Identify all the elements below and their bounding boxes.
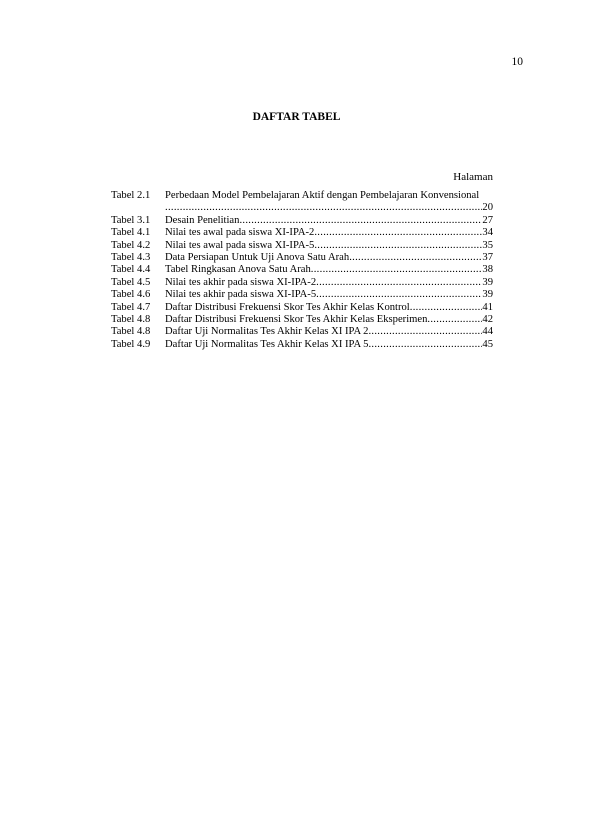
page-ref: 39 [482, 276, 493, 288]
table-title: Daftar Uji Normalitas Tes Akhir Kelas XI IPA 5 [165, 338, 369, 350]
page-ref: 20 [482, 202, 493, 214]
dot-leader [427, 314, 482, 326]
table-title: Nilai tes akhir pada siswa XI-IPA-2 [165, 276, 317, 288]
list-item[interactable] [111, 277, 493, 289]
table-title: Daftar Distribusi Frekuensi Skor Tes Akhir Kelas Eksperimen [165, 314, 428, 326]
dot-leader [368, 339, 482, 351]
table-label: Tabel 4.7 [111, 301, 151, 313]
list-item[interactable] [111, 215, 493, 227]
list-item[interactable] [111, 190, 493, 215]
table-title: Nilai tes akhir pada siswa XI-IPA-5 [165, 289, 317, 301]
page-ref: 35 [482, 239, 493, 251]
page-number: 10 [511, 56, 523, 68]
table-title: Nilai tes awal pada siswa XI-IPA-2 [165, 227, 315, 239]
list-item[interactable] [111, 240, 493, 252]
dot-leader [316, 289, 482, 301]
dot-leader [410, 302, 483, 314]
table-title: Daftar Uji Normalitas Tes Akhir Kelas XI IPA 2 [165, 326, 369, 338]
dot-leader [311, 264, 483, 276]
dot-leader [165, 202, 482, 214]
table-title: Nilai tes awal pada siswa XI-IPA-5 [165, 239, 315, 251]
table-label: Tabel 4.2 [111, 239, 151, 251]
page-ref: 38 [482, 264, 493, 276]
table-label: Tabel 4.1 [111, 227, 151, 239]
list-item[interactable] [111, 227, 493, 239]
page-ref: 27 [482, 214, 493, 226]
table-label: Tabel 4.5 [111, 276, 151, 288]
page-ref: 45 [482, 338, 493, 350]
table-label: Tabel 4.8 [111, 326, 151, 338]
dot-leader [349, 252, 482, 264]
table-label: Tabel 4.3 [111, 252, 151, 264]
page-ref: 37 [482, 252, 493, 264]
table-title: Desain Penelitian [165, 214, 240, 226]
table-list [111, 190, 493, 351]
table-title: Data Persiapan Untuk Uji Anova Satu Arah [165, 252, 350, 264]
dot-leader [368, 326, 482, 338]
list-item[interactable] [111, 314, 493, 326]
dot-leader [239, 215, 482, 227]
dot-leader [314, 227, 482, 239]
table-title: Perbedaan Model Pembelajaran Aktif dengan Pembelajaran Konvensional [165, 190, 480, 201]
page-ref: 41 [482, 301, 493, 313]
table-title: Tabel Ringkasan Anova Satu Arah [165, 264, 311, 276]
table-label: Tabel 4.9 [111, 338, 151, 350]
table-label: Tabel 4.4 [111, 264, 151, 276]
page-title: DAFTAR TABEL [252, 111, 341, 123]
table-title: Daftar Distribusi Frekuensi Skor Tes Akhir Kelas Kontrol [165, 301, 410, 313]
page-column-header: Halaman [453, 171, 493, 183]
page-ref: 42 [482, 314, 493, 326]
table-label: Tabel 3.1 [111, 214, 151, 226]
list-item[interactable] [111, 289, 493, 301]
page-ref: 39 [482, 289, 493, 301]
list-item[interactable] [111, 339, 493, 351]
list-item[interactable] [111, 302, 493, 314]
list-item[interactable] [111, 264, 493, 276]
table-label: Tabel 4.6 [111, 289, 151, 301]
dot-leader [316, 277, 482, 289]
list-item[interactable] [111, 326, 493, 338]
page-ref: 44 [482, 326, 493, 338]
table-label: Tabel 2.1 [111, 190, 151, 201]
list-item[interactable] [111, 252, 493, 264]
page-ref: 34 [482, 227, 493, 239]
dot-leader [314, 240, 482, 252]
table-label: Tabel 4.8 [111, 314, 151, 326]
